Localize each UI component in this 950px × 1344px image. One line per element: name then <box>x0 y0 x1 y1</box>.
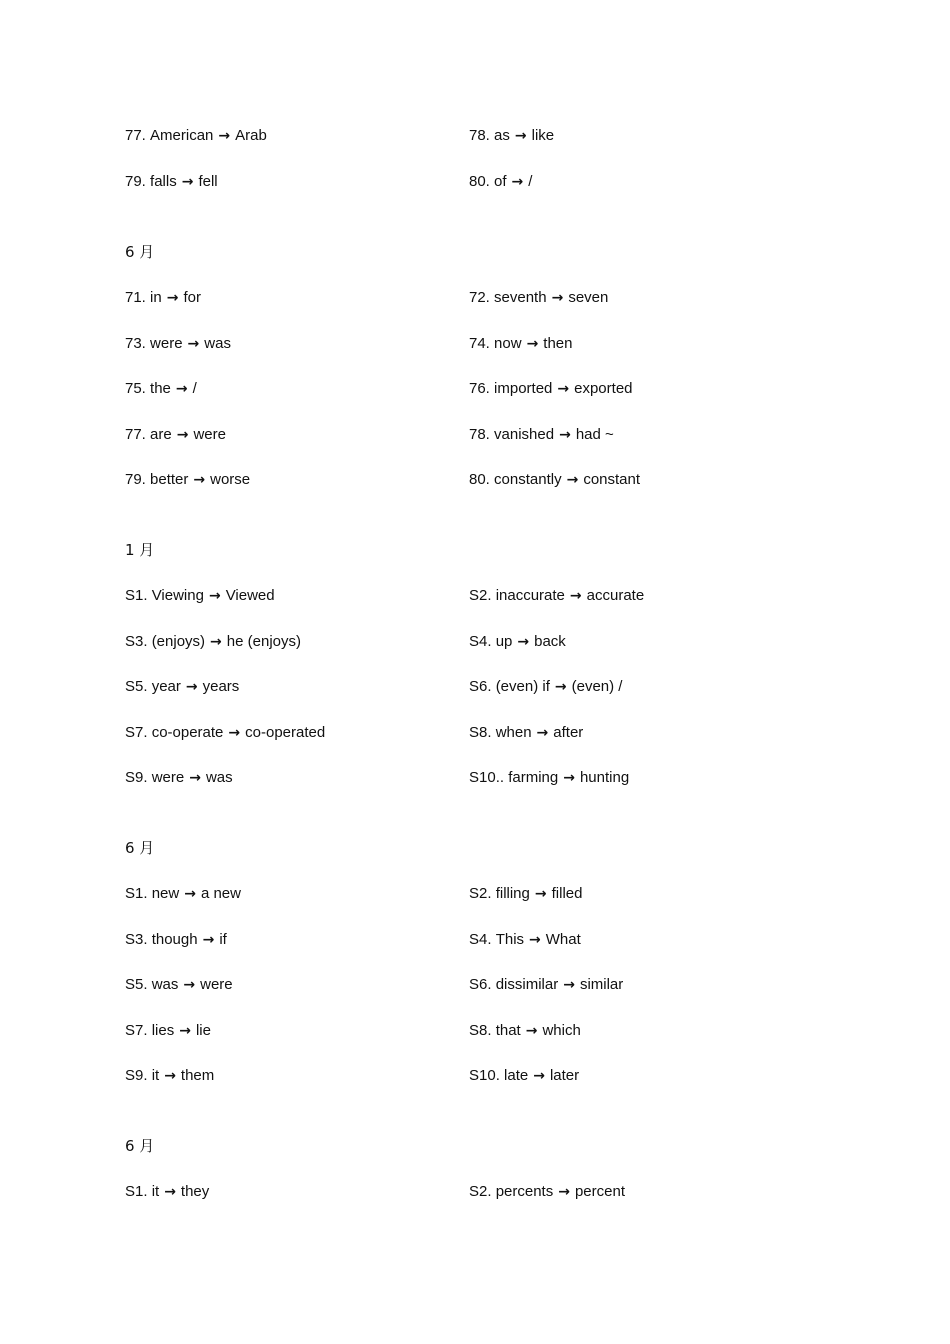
item-number: 73. <box>125 334 146 352</box>
arrow-right-icon: → <box>563 770 575 787</box>
original-word: the <box>150 380 171 398</box>
original-word: though <box>151 930 198 948</box>
original-word: seventh <box>494 289 547 306</box>
item-number: 71. <box>125 289 146 306</box>
item-number: S2. <box>469 885 492 902</box>
correction-item <box>125 125 469 171</box>
corrected-word: constant <box>583 471 641 489</box>
original-word: imported <box>494 380 553 398</box>
correction-item <box>469 585 829 631</box>
original-word: constantly <box>494 471 562 489</box>
corrected-word: a new <box>200 885 241 902</box>
item-number: S5. <box>125 976 148 994</box>
item-number: S8. <box>469 723 492 741</box>
correction-row <box>125 1181 845 1227</box>
corrected-word: (even) / <box>571 678 623 696</box>
original-word: lies <box>151 1021 175 1039</box>
correction-item <box>469 676 829 722</box>
section-heading: 6 月 <box>125 243 155 261</box>
correction-row <box>125 585 845 631</box>
correction-item <box>469 1065 829 1111</box>
arrow-right-icon: → <box>210 633 222 650</box>
item-number: 78. <box>469 127 490 144</box>
correction-item <box>125 378 469 424</box>
original-word: This <box>495 930 525 948</box>
arrow-right-icon: → <box>179 1022 191 1039</box>
correction-row <box>125 378 845 424</box>
item-number: S7. <box>125 1021 148 1039</box>
item-number: S10.. <box>469 769 505 787</box>
original-word: new <box>151 885 180 902</box>
correction-item <box>469 1020 829 1066</box>
item-number: S3. <box>125 930 148 948</box>
correction-item <box>125 929 469 975</box>
arrow-right-icon: → <box>193 472 206 489</box>
original-word: (even) if <box>495 678 550 696</box>
arrow-right-icon: → <box>557 381 570 398</box>
correction-row <box>125 1020 845 1066</box>
arrow-right-icon: → <box>166 290 179 306</box>
arrow-right-icon: → <box>517 633 530 650</box>
item-number: S1. <box>125 1183 148 1200</box>
correction-item <box>125 1181 469 1227</box>
arrow-right-icon: → <box>558 1184 570 1200</box>
item-number: S3. <box>125 632 148 650</box>
arrow-right-icon: → <box>536 724 549 741</box>
item-number: S6. <box>469 976 492 994</box>
correction-item <box>469 929 829 975</box>
original-word: better <box>150 471 189 489</box>
correction-section <box>125 1135 845 1227</box>
correction-item <box>469 125 829 171</box>
item-number: 75. <box>125 380 146 398</box>
corrected-word: for <box>183 289 201 306</box>
item-number: S10. <box>469 1067 500 1085</box>
correction-row <box>125 767 845 813</box>
arrow-right-icon: → <box>218 128 231 144</box>
arrow-right-icon: → <box>563 977 575 994</box>
arrow-right-icon: → <box>533 1068 545 1085</box>
correction-item <box>125 171 469 217</box>
original-word: American <box>150 127 214 144</box>
corrected-word: Arab <box>235 127 267 144</box>
correction-item <box>469 767 829 813</box>
item-number: S7. <box>125 723 148 741</box>
corrected-word: seven <box>568 289 609 306</box>
corrected-word: later <box>549 1067 580 1085</box>
corrected-word: co-operated <box>245 723 326 741</box>
item-number: S5. <box>125 678 148 696</box>
correction-section <box>125 837 845 1111</box>
arrow-right-icon: → <box>551 290 564 306</box>
item-number: 74. <box>469 334 490 352</box>
correction-section <box>125 241 845 515</box>
arrow-right-icon: → <box>566 472 579 489</box>
arrow-right-icon: → <box>181 173 194 190</box>
correction-item <box>125 676 469 722</box>
arrow-right-icon: → <box>534 886 547 902</box>
correction-row <box>125 171 845 217</box>
corrected-word: years <box>202 678 240 696</box>
item-number: S8. <box>469 1021 492 1039</box>
corrected-word: after <box>553 723 584 741</box>
arrow-right-icon: → <box>187 335 200 352</box>
arrow-right-icon: → <box>202 931 215 948</box>
arrow-right-icon: → <box>164 1068 176 1085</box>
correction-row <box>125 676 845 722</box>
arrow-right-icon: → <box>228 724 241 741</box>
correction-item <box>125 424 469 470</box>
corrected-word: back <box>534 632 566 650</box>
arrow-right-icon: → <box>514 128 527 144</box>
correction-row <box>125 631 845 677</box>
item-number: S4. <box>469 632 492 650</box>
item-number: 77. <box>125 425 146 443</box>
corrected-word: fell <box>198 172 218 190</box>
corrected-word: they <box>180 1183 210 1200</box>
original-word: falls <box>150 172 177 190</box>
arrow-right-icon: → <box>208 588 221 604</box>
correction-row <box>125 883 845 929</box>
original-word: it <box>151 1183 160 1200</box>
corrected-word: worse <box>210 471 251 489</box>
item-number: 79. <box>125 172 146 190</box>
item-number: 72. <box>469 289 490 306</box>
arrow-right-icon: → <box>189 770 201 787</box>
arrow-right-icon: → <box>175 381 188 398</box>
item-number: 80. <box>469 172 490 190</box>
original-word: are <box>150 425 172 443</box>
item-number: 77. <box>125 127 146 144</box>
original-word: dissimilar <box>495 976 559 994</box>
corrected-word: he (enjoys) <box>226 632 301 650</box>
item-number: 78. <box>469 425 490 443</box>
correction-item <box>125 722 469 768</box>
corrected-word: similar <box>579 976 624 994</box>
section-heading: 6 月 <box>125 1137 155 1155</box>
arrow-right-icon: → <box>526 335 539 352</box>
corrected-word: like <box>531 127 555 144</box>
correction-item <box>469 722 829 768</box>
arrow-right-icon: → <box>559 426 571 443</box>
arrow-right-icon: → <box>529 931 541 948</box>
item-number: S1. <box>125 587 148 604</box>
original-word: co-operate <box>151 723 224 741</box>
corrected-word: were <box>200 976 233 994</box>
correction-item <box>469 883 829 929</box>
arrow-right-icon: → <box>554 679 567 696</box>
original-word: year <box>151 678 181 696</box>
arrow-right-icon: → <box>176 426 189 443</box>
corrected-word: lie <box>195 1021 211 1039</box>
correction-item <box>469 974 829 1020</box>
item-number: S4. <box>469 930 492 948</box>
correction-item <box>125 767 469 813</box>
original-word: Viewing <box>151 587 204 604</box>
corrected-word: them <box>180 1067 215 1085</box>
corrected-word: What <box>545 930 581 948</box>
corrected-word: was <box>205 769 233 787</box>
item-number: S9. <box>125 1067 148 1085</box>
section-heading: 1 月 <box>125 541 155 559</box>
item-number: 80. <box>469 471 490 489</box>
correction-section <box>125 539 845 813</box>
item-number: S1. <box>125 885 148 902</box>
correction-item <box>469 378 829 424</box>
original-word: it <box>151 1067 160 1085</box>
correction-item <box>125 631 469 677</box>
corrected-word: Viewed <box>225 587 275 604</box>
corrected-word: hunting <box>579 769 630 787</box>
original-word: was <box>151 976 179 994</box>
corrected-word: then <box>543 334 573 352</box>
original-word: as <box>494 127 510 144</box>
item-number: S2. <box>469 1183 492 1200</box>
correction-item <box>125 1020 469 1066</box>
correction-item <box>125 469 469 515</box>
corrected-word: had ~ <box>575 425 614 443</box>
original-word: when <box>495 723 532 741</box>
item-number: S6. <box>469 678 492 696</box>
section-heading: 6 月 <box>125 839 155 857</box>
arrow-right-icon: → <box>511 173 524 190</box>
correction-row <box>125 125 845 171</box>
arrow-right-icon: → <box>183 977 196 994</box>
original-word: that <box>495 1021 521 1039</box>
correction-row <box>125 424 845 470</box>
corrected-word: / <box>192 380 197 398</box>
original-word: (enjoys) <box>151 632 206 650</box>
original-word: of <box>494 172 507 190</box>
original-word: farming <box>508 769 559 787</box>
correction-item <box>125 1065 469 1111</box>
corrected-word: if <box>219 930 227 948</box>
corrected-word: percent <box>574 1183 626 1200</box>
correction-item <box>469 171 829 217</box>
corrected-word: exported <box>574 380 633 398</box>
correction-row <box>125 929 845 975</box>
correction-item <box>125 333 469 379</box>
arrow-right-icon: → <box>164 1184 176 1200</box>
correction-item <box>469 1181 829 1227</box>
correction-row <box>125 1065 845 1111</box>
corrected-word: was <box>204 334 231 352</box>
correction-section <box>125 125 845 216</box>
correction-row <box>125 469 845 515</box>
original-word: late <box>504 1067 529 1085</box>
original-word: were <box>151 769 185 787</box>
correction-row <box>125 974 845 1020</box>
correction-item <box>125 287 469 333</box>
correction-item <box>125 883 469 929</box>
original-word: up <box>495 632 513 650</box>
corrected-word: filled <box>551 885 583 902</box>
corrected-word: accurate <box>586 587 645 604</box>
correction-item <box>469 287 829 333</box>
item-number: S9. <box>125 769 148 787</box>
corrected-word: were <box>193 425 226 443</box>
arrow-right-icon: → <box>185 679 198 696</box>
correction-item <box>469 333 829 379</box>
original-word: percents <box>495 1183 554 1200</box>
correction-item <box>125 974 469 1020</box>
arrow-right-icon: → <box>184 886 196 902</box>
original-word: were <box>150 334 183 352</box>
item-number: S2. <box>469 587 492 604</box>
correction-item <box>469 631 829 677</box>
original-word: in <box>150 289 162 306</box>
correction-item <box>469 424 829 470</box>
original-word: inaccurate <box>495 587 565 604</box>
arrow-right-icon: → <box>525 1022 538 1039</box>
original-word: now <box>494 334 522 352</box>
corrected-word: which <box>542 1021 581 1039</box>
item-number: 79. <box>125 471 146 489</box>
original-word: vanished <box>494 425 555 443</box>
item-number: 76. <box>469 380 490 398</box>
correction-item <box>469 469 829 515</box>
corrected-word: / <box>528 172 533 190</box>
original-word: filling <box>495 885 530 902</box>
correction-row <box>125 287 845 333</box>
correction-row <box>125 333 845 379</box>
correction-row <box>125 722 845 768</box>
arrow-right-icon: → <box>569 588 582 604</box>
correction-item <box>125 585 469 631</box>
